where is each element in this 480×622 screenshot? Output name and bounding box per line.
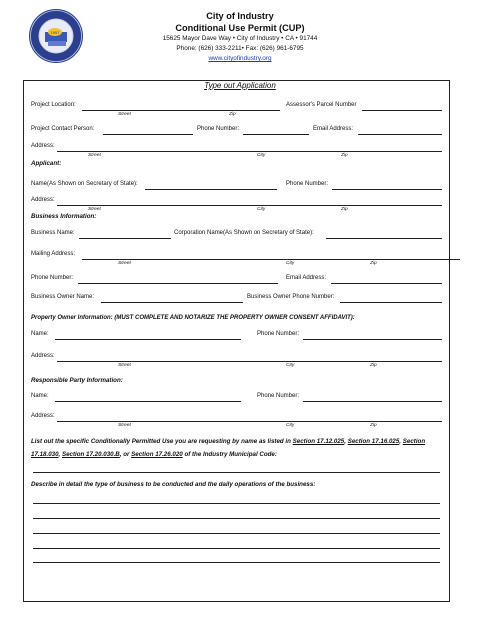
section-17-12-025-link[interactable]: Section 17.12.025 — [292, 438, 345, 445]
email-address-label: Email Address: — [313, 126, 354, 132]
business-info-heading: Business Information: — [31, 213, 97, 220]
city-sublabel: City — [286, 363, 295, 368]
street-sublabel: Street — [118, 363, 131, 368]
city-sublabel: City — [286, 261, 295, 266]
street-sublabel: Street — [88, 207, 101, 212]
svg-text:1957: 1957 — [50, 30, 60, 35]
phone-number-field[interactable] — [303, 401, 442, 402]
corporation-name-label: Corporation Name(As Shown on Secretary of State): — [174, 230, 314, 236]
email-address-label: Email Address: — [286, 275, 327, 281]
phone-number-field[interactable] — [243, 134, 309, 135]
header-address: 15625 Mayor Dave Way • City of Industry • CA • 91744 — [162, 35, 318, 42]
street-sublabel: Street — [118, 423, 131, 428]
business-owner-name-label: Business Owner Name: — [31, 294, 95, 300]
business-name-label: Business Name: — [31, 230, 75, 236]
address-field[interactable] — [57, 205, 442, 206]
phone-number-label: Phone Number: — [31, 275, 74, 281]
street-sublabel: Street — [88, 153, 101, 158]
zip-sublabel: Zip — [370, 363, 377, 368]
describe-line[interactable] — [33, 518, 440, 519]
email-address-field[interactable] — [358, 134, 442, 135]
project-contact-label: Project Contact Person: — [31, 126, 95, 132]
describe-line[interactable] — [33, 562, 440, 563]
corporation-name-field[interactable] — [326, 238, 442, 239]
zip-sublabel: Zip — [341, 153, 348, 158]
header-website-row — [0, 55, 480, 62]
describe-line[interactable] — [33, 533, 440, 534]
describe-line[interactable] — [33, 548, 440, 549]
header-phone-fax: Phone: (626) 333-2211• Fax: (626) 961-6795 — [176, 45, 304, 52]
phone-number-label: Phone Number: — [257, 331, 300, 337]
zip-sublabel: Zip — [370, 423, 377, 428]
project-location-label: Project Location: — [31, 102, 76, 108]
form-frame — [23, 80, 450, 602]
email-address-field[interactable] — [331, 283, 442, 284]
address-label: Address: — [31, 143, 55, 149]
street-sublabel: Street — [118, 261, 131, 266]
zip-sublabel: Zip — [341, 207, 348, 212]
describe-line[interactable] — [33, 503, 440, 504]
city-sublabel: City — [286, 423, 295, 428]
name-field[interactable] — [55, 339, 241, 340]
mailing-address-label: Mailing Address: — [31, 251, 76, 257]
business-owner-phone-field[interactable] — [340, 302, 442, 303]
zip-sublabel: Zip — [370, 261, 377, 266]
address-label: Address: — [31, 353, 55, 359]
responsible-party-heading: Responsible Party Information: — [31, 377, 123, 384]
phone-number-label: Phone Number: — [197, 126, 240, 132]
name-field[interactable] — [55, 401, 241, 402]
permitted-use-instructions: List out the specific Conditionally Permitted Use you are requesting by name as listed in Section 17.12.025, Section 17.16.025, Section 17.18.030, Section 17.20.030.B, or Section 17.26.020 of the Industry Municipal Code: — [31, 438, 426, 458]
assessor-parcel-label: Assessor's Parcel Number — [286, 102, 357, 108]
property-owner-heading: Property Owner Information: (MUST COMPLETE AND NOTARIZE THE PROPERTY OWNER CONSENT AFFIDAVIT): — [31, 315, 355, 321]
address-label: Address: — [31, 197, 55, 203]
business-owner-phone-label: Business Owner Phone Number: — [247, 294, 335, 300]
address-field[interactable] — [57, 361, 442, 362]
section-17-26-020-link[interactable]: Section 17.26.020 — [131, 451, 183, 458]
city-sublabel: City — [257, 153, 266, 158]
name-label: Name: — [31, 331, 49, 337]
project-contact-field[interactable] — [103, 134, 193, 135]
section-17-20-030-b-link[interactable]: Section 17.20.030.B — [61, 451, 120, 458]
name-sos-label: Name(As Shown on Secretary of State): — [31, 181, 138, 187]
website-link[interactable]: www.cityofindustry.org — [208, 55, 272, 62]
section-17-18-030-link[interactable]: Section 17.18.030 — [31, 438, 426, 458]
business-name-field[interactable] — [79, 238, 171, 239]
mailing-address-field[interactable] — [82, 259, 460, 260]
page-title: Conditional Use Permit (CUP) — [175, 23, 305, 33]
phone-number-field[interactable] — [332, 189, 442, 190]
name-sos-field[interactable] — [145, 189, 277, 190]
assessor-parcel-field[interactable] — [362, 110, 442, 111]
business-owner-name-field[interactable] — [101, 302, 243, 303]
phone-number-label: Phone Number: — [286, 181, 329, 187]
applicant-heading: Applicant: — [31, 160, 62, 167]
name-label: Name: — [31, 393, 49, 399]
project-location-field[interactable] — [82, 110, 280, 111]
phone-number-field[interactable] — [303, 339, 442, 340]
city-sublabel: City — [257, 207, 266, 212]
zip-sublabel: Zip — [229, 112, 236, 117]
address-label: Address: — [31, 413, 55, 419]
phone-number-field[interactable] — [78, 283, 278, 284]
phone-number-label: Phone Number: — [257, 393, 300, 399]
section-17-16-025-link[interactable]: Section 17.16.025 — [347, 438, 400, 445]
describe-business-label: Describe in detail the type of business to be conducted and the daily operations of the business: — [31, 481, 316, 488]
address-field[interactable] — [57, 421, 442, 422]
street-sublabel: Street — [118, 112, 131, 117]
header-city: City of Industry — [206, 11, 274, 21]
permitted-use-field[interactable] — [33, 472, 440, 473]
type-out-heading: Type out Application — [204, 81, 276, 90]
address-field[interactable] — [57, 151, 442, 152]
